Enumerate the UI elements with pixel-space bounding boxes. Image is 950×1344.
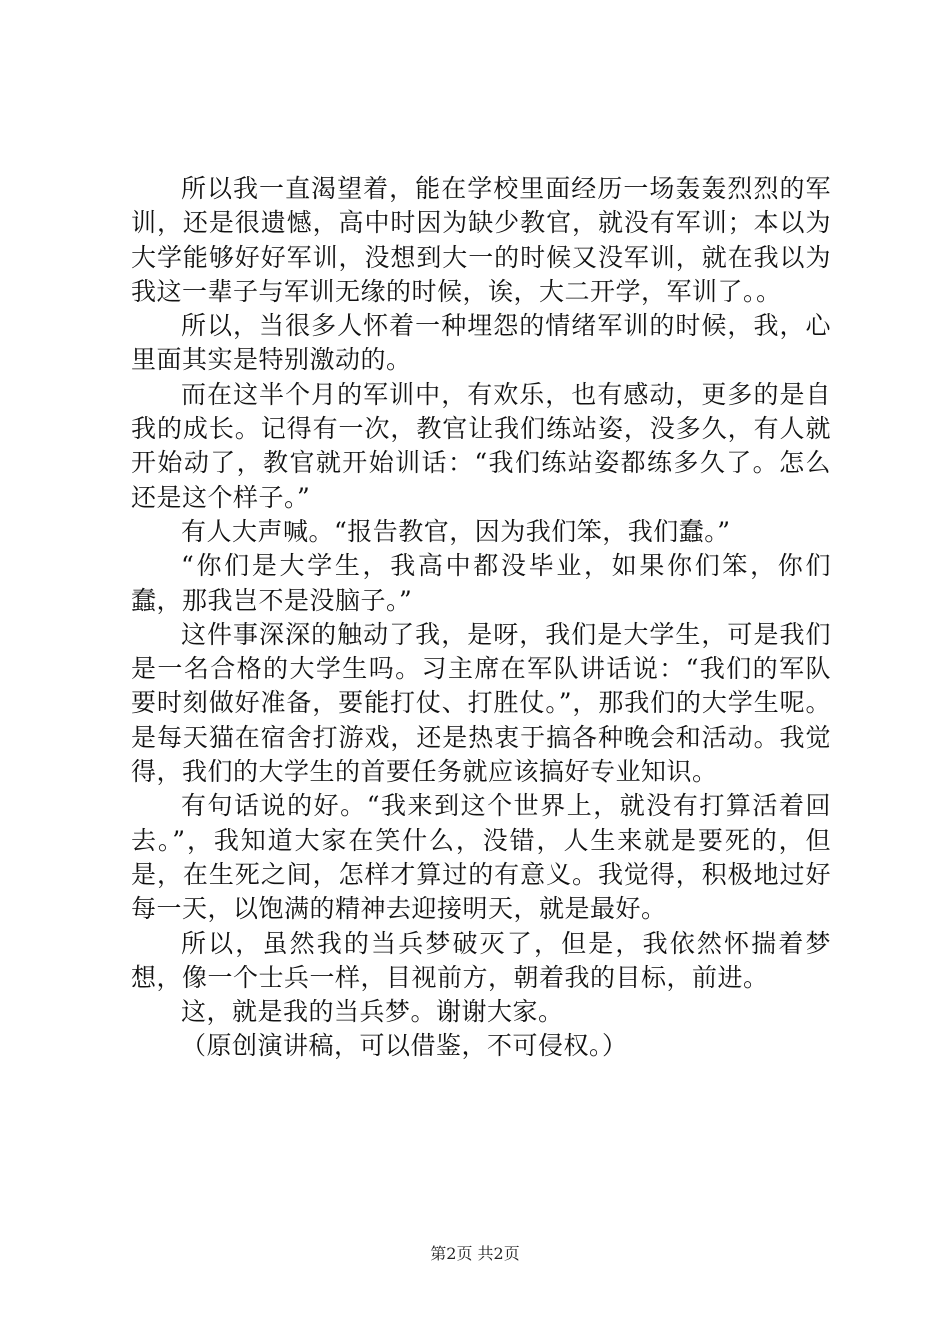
paragraph: 这，就是我的当兵梦。谢谢大家。 [181,997,564,1027]
paragraph: 所以，当很多人怀着一种埋怨的情绪军训的时候，我，心里面其实是特别激动的。 [131,311,831,375]
paragraph: 有人大声喊。“报告教官，因为我们笨，我们蠢。” [181,516,731,546]
paragraph: 有句话说的好。“我来到这个世界上，就没有打算活着回去。”，我知道大家在笑什么，没错，人生来就是要死的，但是，在生死之间，怎样才算过的有意义。我觉得，积极地过好每一天，以饱满的精神去迎接明天，就是最好。 [131,791,831,924]
paragraph: “你们是大学生，我高中都没毕业，如果你们笨，你们蠢，那我岂不是没脑子。” [131,551,831,615]
paragraph: （原创演讲稿，可以借鉴，不可侵权。） [181,1031,628,1061]
paragraph: 所以，虽然我的当兵梦破灭了，但是，我依然怀揣着梦想，像一个士兵一样，目视前方，朝着我的目标，前进。 [131,928,831,992]
document-body [131,172,831,1064]
paragraph: 而在这半个月的军训中，有欢乐，也有感动，更多的是自我的成长。记得有一次，教官让我们练站姿，没多久，有人就开始动了，教官就开始训话：“我们练站姿都练多久了。怎么还是这个样子。” [131,379,831,512]
paragraph: 这件事深深的触动了我，是呀，我们是大学生，可是我们是一名合格的大学生吗。习主席在军队讲话说：“我们的军队要时刻做好准备，要能打仗、打胜仗。”，那我们的大学生呢。是每天猫在宿舍打游戏，还是热衷于搞各种晚会和活动。我觉得，我们的大学生的首要任务就应该搞好专业知识。 [131,619,831,787]
paragraph: 所以我一直渴望着，能在学校里面经历一场轰轰烈烈的军训，还是很遗憾，高中时因为缺少教官，就没有军训；本以为大学能够好好军训，没想到大一的时候又没军训，就在我以为我这一辈子与军训无缘的时候，诶，大二开学，军训了。。 [131,174,831,306]
page-footer: 第2页 共2页 [430,1244,520,1263]
